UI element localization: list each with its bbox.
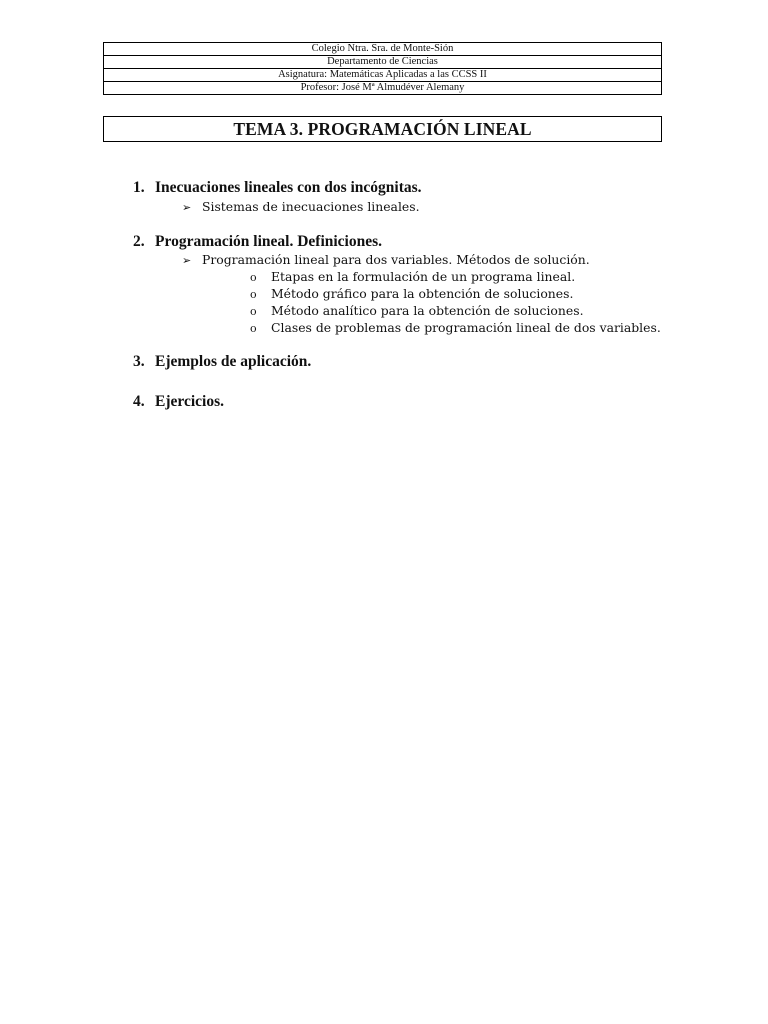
subitem-text: Etapas en la formulación de un programa lineal.	[271, 269, 576, 284]
bullet-text: Sistemas de inecuaciones lineales.	[202, 199, 420, 214]
section-2-number: 2.	[133, 233, 145, 250]
arrow-bullet-icon: ➢	[182, 201, 192, 214]
section-4-number: 4.	[133, 393, 145, 410]
section-3-number: 3.	[133, 353, 145, 370]
section-2-title: Programación lineal. Definiciones.	[155, 233, 383, 250]
bullet-text: Programación lineal para dos variables. Métodos de solución.	[202, 252, 590, 267]
subitem-text: Clases de problemas de programación lineal de dos variables.	[271, 320, 661, 335]
header-school: Colegio Ntra. Sra. de Monte-Sión	[104, 43, 662, 56]
section-4-title: Ejercicios.	[155, 393, 225, 410]
school-header-table	[103, 42, 662, 95]
section-1-bullet-1	[182, 199, 420, 214]
circle-bullet-icon: o	[250, 271, 257, 284]
header-teacher: Profesor: José Mª Almudéver Alemany	[104, 82, 662, 95]
section-2-subitem-1	[250, 269, 575, 284]
subitem-text: Método gráfico para la obtención de soluciones.	[271, 286, 574, 301]
page-title: TEMA 3. PROGRAMACIÓN LINEAL	[103, 116, 662, 142]
section-2-subitem-2	[250, 286, 573, 301]
section-2-subitem-4	[250, 320, 661, 335]
section-2-heading	[133, 233, 382, 251]
circle-bullet-icon: o	[250, 322, 257, 335]
section-1-number: 1.	[133, 179, 145, 196]
section-2-bullet-1	[182, 252, 590, 267]
section-1-heading	[133, 179, 422, 197]
subitem-text: Método analítico para la obtención de soluciones.	[271, 303, 584, 318]
arrow-bullet-icon: ➢	[182, 254, 192, 267]
header-subject: Asignatura: Matemáticas Aplicadas a las CCSS II	[104, 69, 662, 82]
circle-bullet-icon: o	[250, 305, 257, 318]
section-4-heading	[133, 393, 224, 411]
circle-bullet-icon: o	[250, 288, 257, 301]
header-department: Departamento de Ciencias	[104, 56, 662, 69]
section-1-title: Inecuaciones lineales con dos incógnitas.	[155, 179, 422, 196]
section-2-subitem-3	[250, 303, 584, 318]
section-3-heading	[133, 353, 311, 371]
section-3-title: Ejemplos de aplicación.	[155, 353, 312, 370]
